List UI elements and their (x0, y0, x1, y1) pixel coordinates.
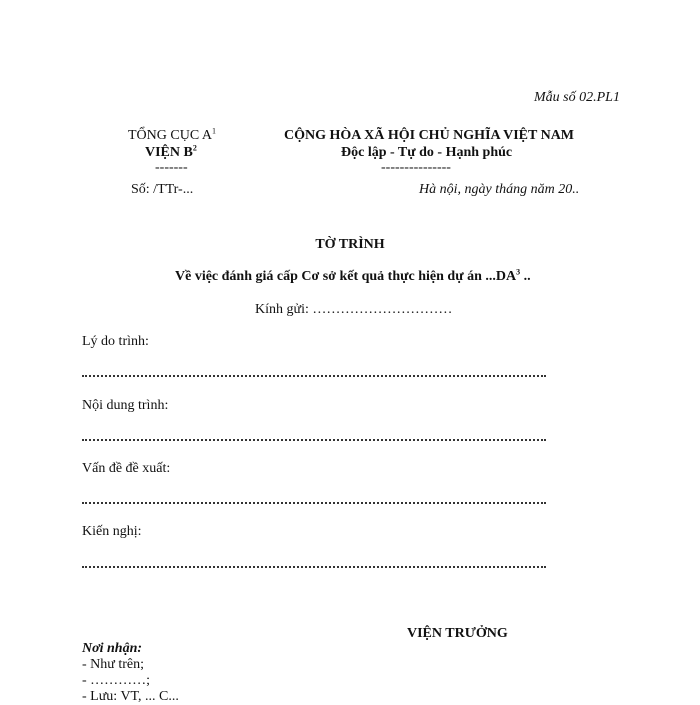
recipient-item: - …………; (82, 673, 151, 688)
section-label-reason: Lý do trình: (82, 334, 149, 349)
org-line-1: TỔNG CỤC $A^1$ (128, 126, 217, 143)
recipient-item: - Lưu: VT, ... C... (82, 689, 179, 704)
section-label-content: Nội dung trình: (82, 398, 169, 413)
document-number: Số: /TTr-... (131, 182, 194, 197)
place-date: Hà nội, ngày tháng năm 20.. (419, 182, 580, 197)
document-title: TỜ TRÌNH (315, 237, 385, 252)
recipients-heading: Nơi nhận: (82, 641, 143, 656)
national-motto: Độc lập - Tự do - Hạnh phúc (341, 145, 513, 160)
fill-line-recommendation (82, 564, 546, 568)
country-name: CỘNG HÒA XÃ HỘI CHỦ NGHĨA VIỆT NAM (284, 128, 575, 143)
right-divider: --------------- (381, 160, 451, 175)
recipient-line: Kính gửi: ………………………… (255, 302, 453, 317)
section-label-recommendation: Kiến nghị: (82, 524, 142, 539)
recipient-item: - Như trên; (82, 657, 145, 672)
fill-line-reason (82, 373, 546, 377)
form-code: Mẫu số 02.PL1 (534, 90, 620, 105)
fill-line-content (82, 437, 546, 441)
signer-title: VIỆN TRƯỞNG (407, 626, 508, 641)
document-subject: Về việc đánh giá cấp Cơ sở kết quả thực hiện dự án $...DA^3$ .. (175, 267, 531, 284)
left-divider: ------- (155, 160, 188, 175)
section-label-proposal: Vấn đề đề xuất: (82, 461, 171, 476)
fill-line-proposal (82, 500, 546, 504)
org-line-2: VIỆN $B^2$ (145, 143, 197, 160)
